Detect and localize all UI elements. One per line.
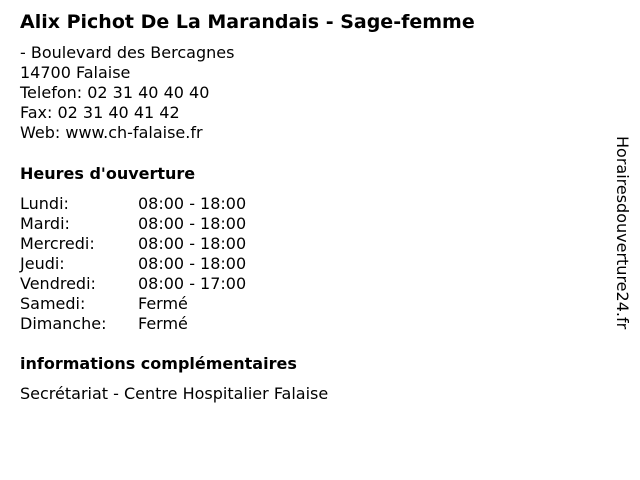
- phone-number[interactable]: Telefon: 02 31 40 40 40: [20, 83, 210, 102]
- address-block: [20, 43, 234, 143]
- day-label: Dimanche:: [20, 314, 107, 333]
- day-label: Lundi:: [20, 194, 69, 213]
- time-value: Fermé: [138, 294, 188, 313]
- website-link[interactable]: Web: www.ch-falaise.fr: [20, 123, 203, 142]
- site-watermark: Horairesdouverture24.fr: [613, 136, 632, 330]
- page-title: Alix Pichot De La Marandais - Sage-femme: [20, 11, 475, 33]
- day-label: Vendredi:: [20, 274, 96, 293]
- time-value: 08:00 - 18:00: [138, 234, 247, 253]
- time-value: 08:00 - 18:00: [138, 194, 247, 213]
- day-label: Mercredi:: [20, 234, 95, 253]
- additional-info-text: Secrétariat - Centre Hospitalier Falaise: [20, 384, 329, 403]
- street-address: - Boulevard des Bercagnes: [20, 43, 235, 62]
- opening-hours-heading: Heures d'ouverture: [20, 164, 196, 183]
- fax-number: Fax: 02 31 40 41 42: [20, 103, 180, 122]
- time-value: 08:00 - 18:00: [138, 214, 247, 233]
- day-label: Samedi:: [20, 294, 86, 313]
- additional-info-heading: informations complémentaires: [20, 354, 297, 373]
- day-label: Jeudi:: [20, 254, 65, 273]
- day-label: Mardi:: [20, 214, 70, 233]
- time-value: 08:00 - 18:00: [138, 254, 247, 273]
- business-card: [20, 0, 580, 480]
- city-address: 14700 Falaise: [20, 63, 131, 82]
- time-value: Fermé: [138, 314, 188, 333]
- time-value: 08:00 - 17:00: [138, 274, 247, 293]
